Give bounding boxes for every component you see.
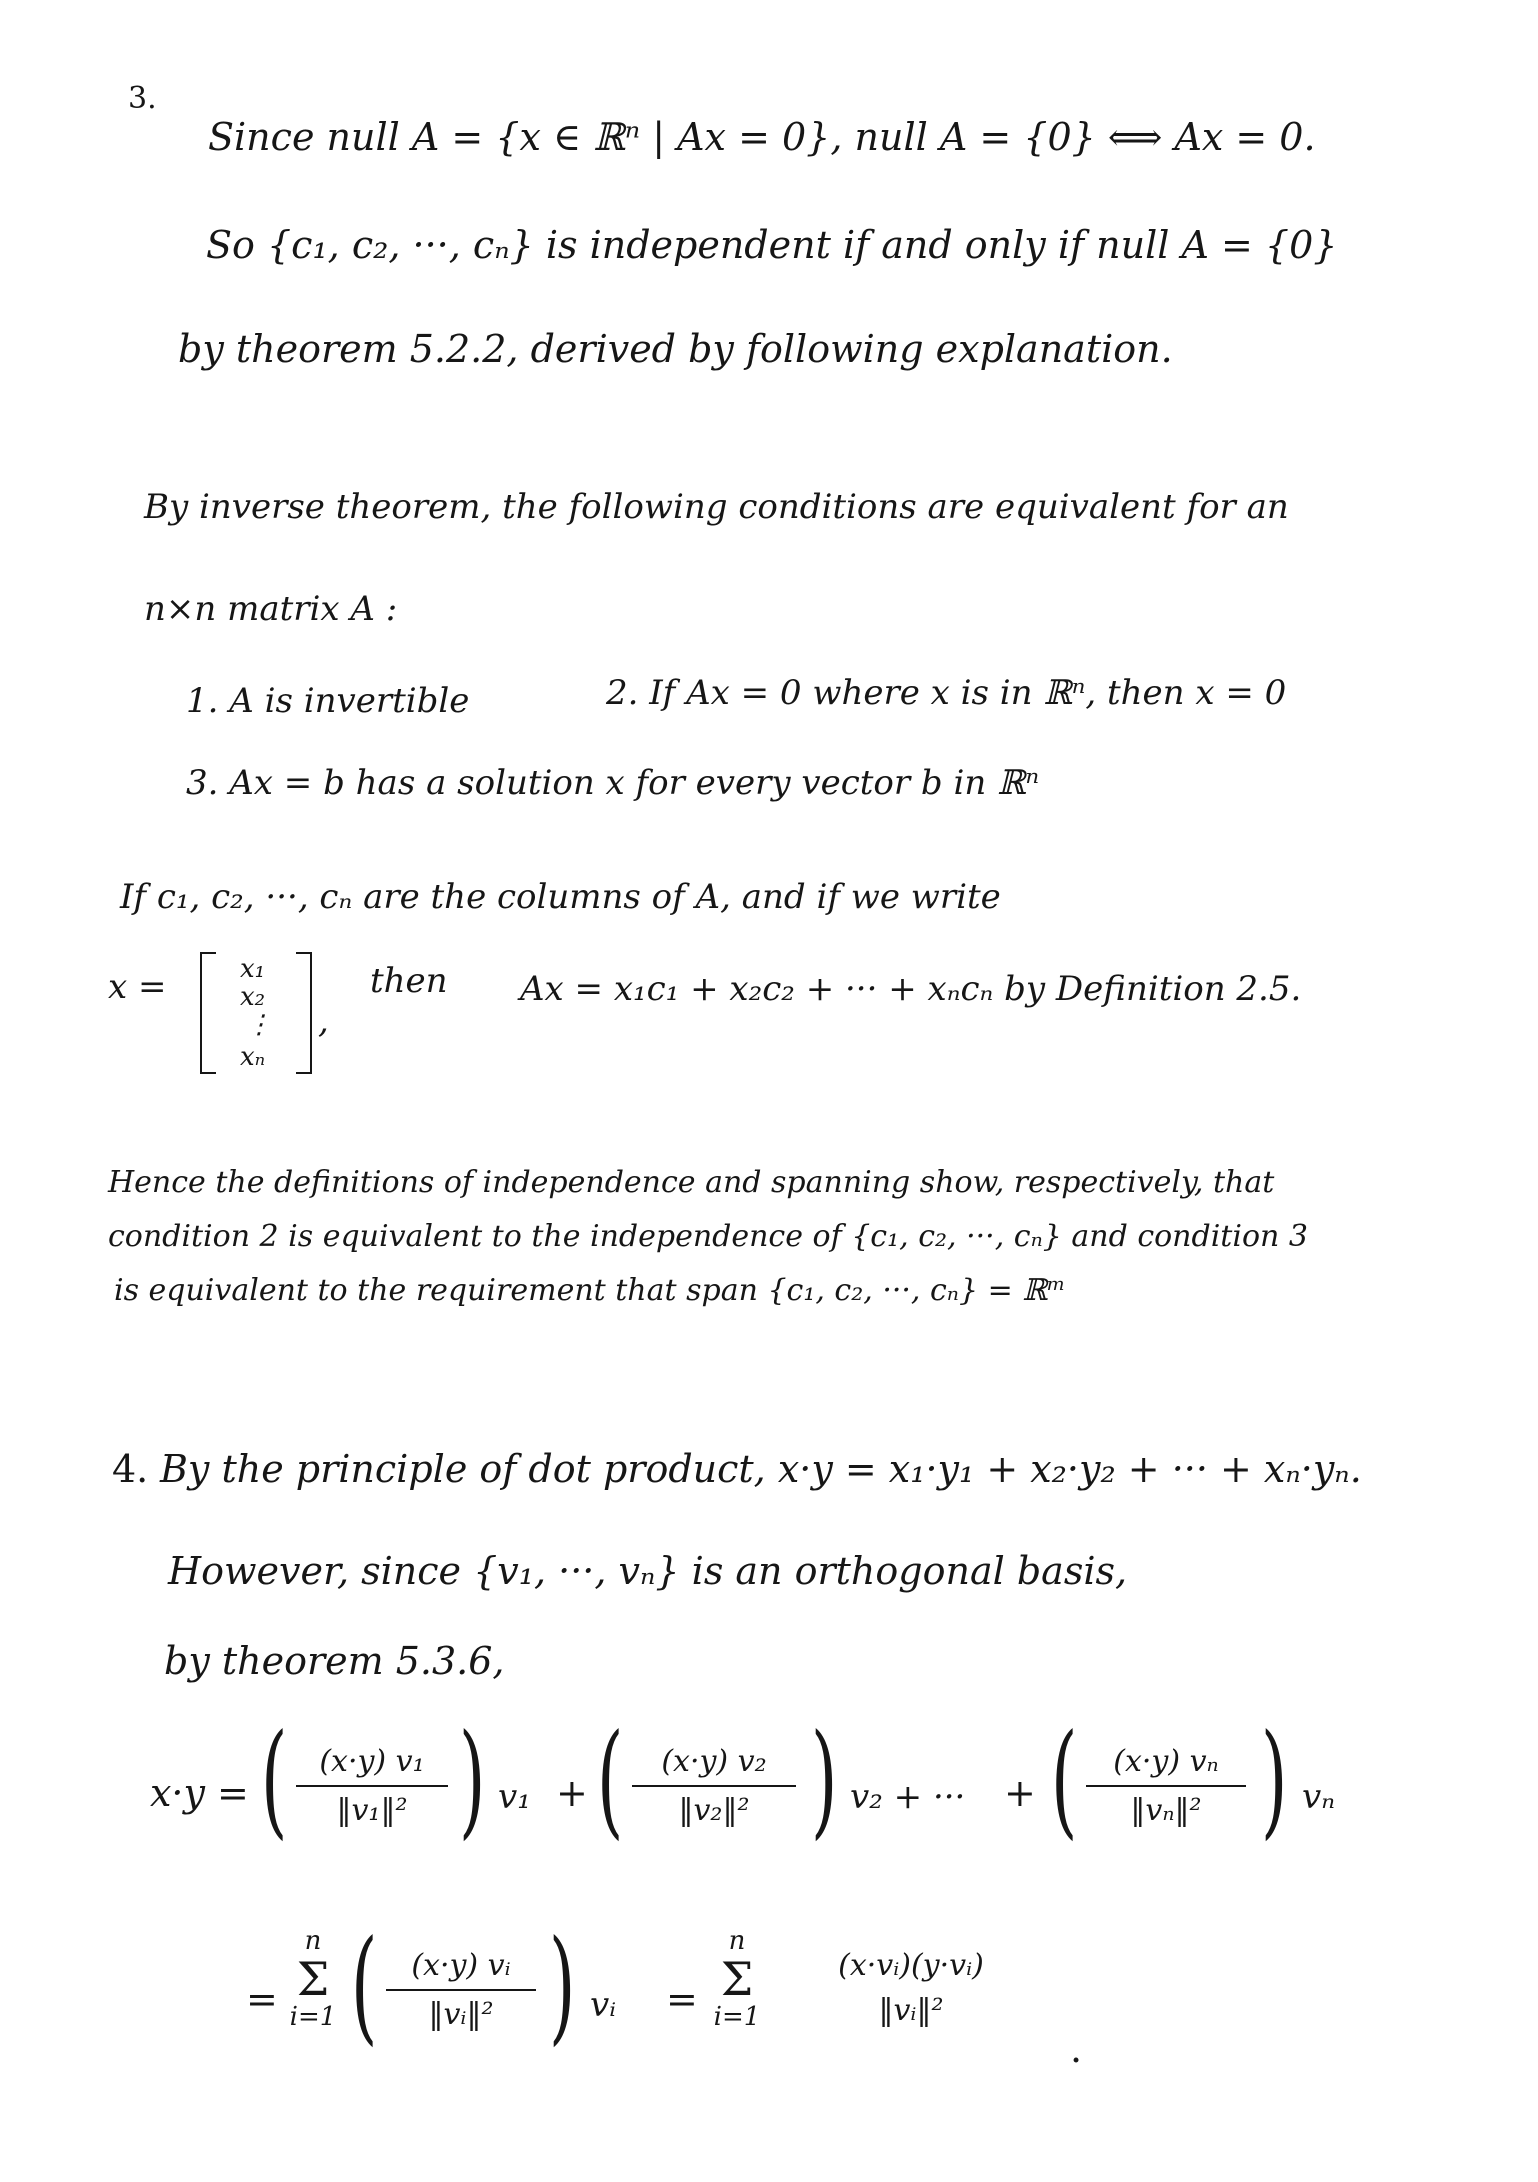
term-n-numerator: (x·y) vₙ bbox=[1113, 1744, 1219, 1779]
condition-2: 2. If Ax = 0 where x is in ℝⁿ, then x = 0 bbox=[606, 673, 1287, 713]
problem-4-line-2: However, since {v₁, ···, vₙ} is an orthogonal basis, bbox=[168, 1549, 1128, 1593]
x-vector-comma: , bbox=[318, 1001, 329, 1041]
term-n-denominator: ‖vₙ‖² bbox=[1130, 1793, 1202, 1828]
summation-2-upper: n bbox=[728, 1926, 746, 1956]
inverse-theorem-intro: By inverse theorem, the following conditions are equivalent for an bbox=[144, 487, 1289, 527]
x-entry-n: xₙ bbox=[240, 1042, 266, 1072]
summation-2-lower: i=1 bbox=[713, 2002, 761, 2032]
sum-1-denominator: ‖vᵢ‖² bbox=[428, 1997, 494, 2032]
summation-1-lower: i=1 bbox=[289, 2002, 337, 2032]
term-1-denominator: ‖v₁‖² bbox=[336, 1793, 408, 1828]
paren-open-1: ( bbox=[260, 1708, 288, 1852]
term-2-bar bbox=[632, 1785, 796, 1787]
plus-1: + bbox=[556, 1771, 588, 1815]
hence-line-2: condition 2 is equivalent to the independence of {c₁, c₂, ···, cₙ} and condition 3 bbox=[108, 1219, 1308, 1254]
sum-1-bar bbox=[386, 1989, 536, 1991]
paren-open-2: ( bbox=[596, 1708, 624, 1852]
problem-3-line-2: So {c₁, c₂, ···, cₙ} is independent if and only if null A = {0} bbox=[206, 223, 1338, 267]
problem-3-number: 3. bbox=[128, 81, 157, 116]
term-n-bar bbox=[1086, 1785, 1246, 1787]
dot-product-lhs: x·y = bbox=[150, 1771, 249, 1815]
paren-close-2: ) bbox=[810, 1708, 838, 1852]
hence-line-1: Hence the definitions of independence and spanning show, respectively, that bbox=[108, 1165, 1275, 1200]
term-1-fraction bbox=[296, 1744, 448, 1828]
condition-1: 1. A is invertible bbox=[186, 681, 470, 721]
x-entry-2: x₂ bbox=[240, 982, 266, 1012]
problem-4-line-3: by theorem 5.3.6, bbox=[164, 1639, 505, 1683]
term-2-fraction bbox=[632, 1744, 796, 1828]
left-bracket bbox=[200, 952, 216, 1074]
summation-1-upper: n bbox=[304, 1926, 322, 1956]
term-2-numerator: (x·y) v₂ bbox=[661, 1744, 767, 1779]
problem-3-line-1: Since null A = {x ∈ ℝⁿ | Ax = 0}, null A = {0} ⟺ Ax = 0. bbox=[208, 115, 1316, 159]
problem-4-line-1: By the principle of dot product, x·y = x₁·y₁ + x₂·y₂ + ··· + xₙ·yₙ. bbox=[160, 1447, 1362, 1491]
paren-close-3: ) bbox=[1260, 1708, 1288, 1852]
summation-1 bbox=[288, 1926, 338, 2032]
ax-expansion: Ax = x₁c₁ + x₂c₂ + ··· + xₙcₙ by Definition 2.5. bbox=[520, 969, 1302, 1009]
term-1-vector: v₁ bbox=[498, 1777, 531, 1817]
condition-3: 3. Ax = b has a solution x for every vector b in ℝⁿ bbox=[186, 763, 1040, 803]
term-n-vector: vₙ bbox=[1302, 1777, 1335, 1817]
paren-close-4: ) bbox=[548, 1914, 576, 2058]
term-1-bar bbox=[296, 1785, 448, 1787]
term-2-vector: v₂ + ··· bbox=[850, 1777, 966, 1817]
term-2-denominator: ‖v₂‖² bbox=[678, 1793, 750, 1828]
term-1-numerator: (x·y) v₁ bbox=[319, 1744, 425, 1779]
x-column-vector bbox=[200, 952, 312, 1070]
term-n-fraction bbox=[1086, 1744, 1246, 1828]
sum-2-numerator: (x·vᵢ)(y·vᵢ) bbox=[838, 1948, 984, 1983]
paren-open-3: ( bbox=[1050, 1708, 1078, 1852]
summation-2 bbox=[712, 1926, 762, 2032]
sum-1-vector: vᵢ bbox=[590, 1985, 617, 2025]
sum-2-fraction bbox=[786, 1948, 1036, 2028]
sum-1-numerator: (x·y) vᵢ bbox=[411, 1948, 511, 1983]
x-vector-lhs: x = bbox=[108, 967, 167, 1007]
equals-sign-2: = bbox=[246, 1977, 278, 2021]
inverse-theorem-matrix: n×n matrix A : bbox=[144, 589, 398, 629]
summation-2-symbol: Σ bbox=[720, 1952, 754, 2006]
problem-3-line-3: by theorem 5.2.2, derived by following explanation. bbox=[178, 327, 1173, 371]
right-bracket bbox=[296, 952, 312, 1074]
summation-1-symbol: Σ bbox=[296, 1952, 330, 2006]
paren-open-4: ( bbox=[350, 1914, 378, 2058]
equals-sign-3: = bbox=[666, 1977, 698, 2021]
final-period: . bbox=[1070, 2027, 1083, 2071]
paren-close-1: ) bbox=[458, 1708, 486, 1852]
then-word: then bbox=[370, 961, 448, 1001]
sum-2-denominator: ‖vᵢ‖² bbox=[878, 1993, 944, 2028]
columns-statement: If c₁, c₂, ···, cₙ are the columns of A, and if we write bbox=[120, 877, 1001, 917]
x-entry-dots: ⋮ bbox=[246, 1010, 272, 1040]
plus-2: + bbox=[1004, 1771, 1036, 1815]
problem-4-number: 4. bbox=[112, 1447, 149, 1491]
x-entry-1: x₁ bbox=[240, 954, 266, 984]
sum-1-fraction bbox=[386, 1948, 536, 2032]
hence-line-3: is equivalent to the requirement that span {c₁, c₂, ···, cₙ} = ℝᵐ bbox=[114, 1273, 1066, 1308]
